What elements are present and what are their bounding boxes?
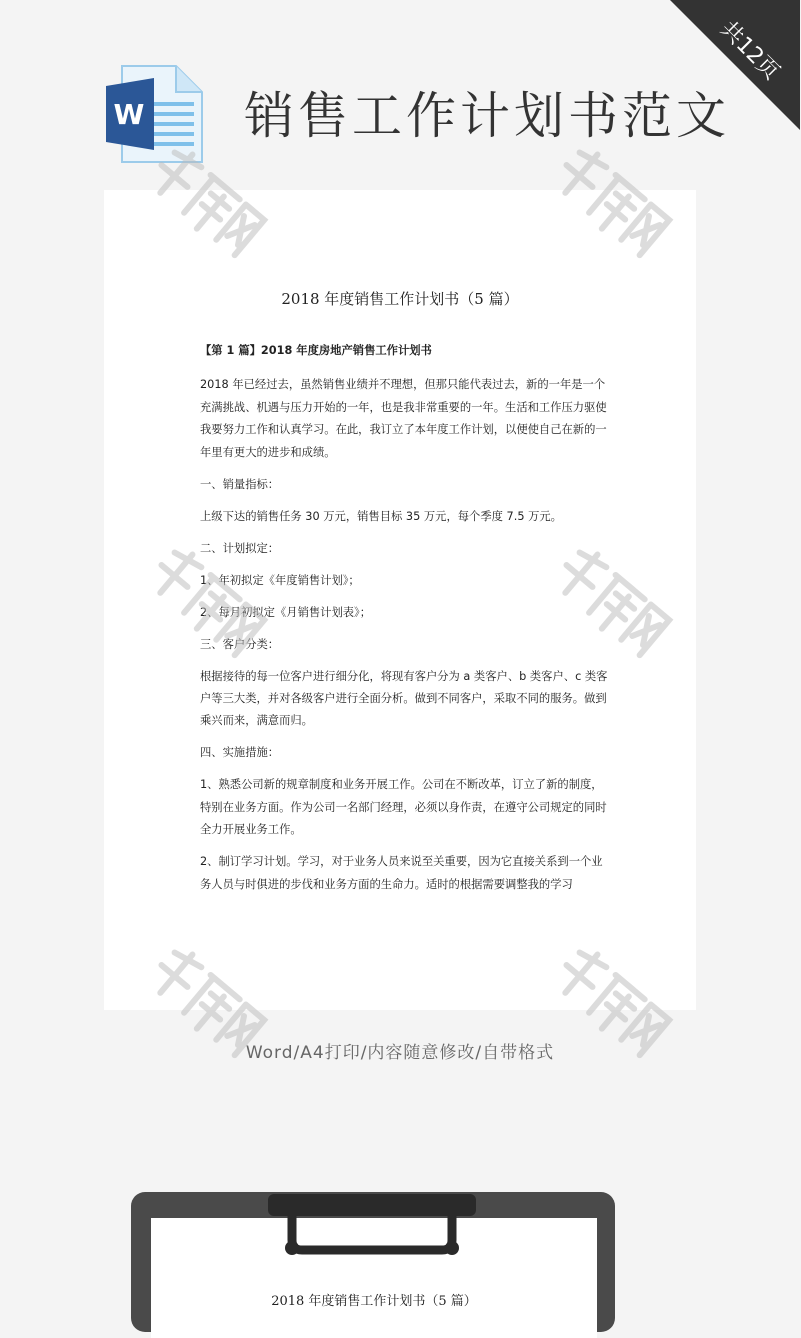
- paragraph-plan-2: 2、每月初拟定《月销售计划表》；: [200, 605, 371, 619]
- paragraph-measure-1: 1、熟悉公司新的规章制度和业务开展工作。公司在不断改革，订立了新的制度，特别在业务方面。作为公司一名部门经理，必须以身作责，在遵守公司规定的同时全力开展业务工作。: [200, 778, 607, 837]
- document-preview-page: [104, 190, 696, 1010]
- page-count-label: 共12页: [715, 16, 784, 86]
- paragraph-heading-customers: 三、客户分类：: [200, 637, 280, 651]
- paragraph-intro: 2018 年已经过去，虽然销售业绩并不理想，但那只能代表过去，新的一年是一个充满挑战、机遇与压力开始的一年，也是我非常重要的一年。生活和工作压力驱使我要努力工作和认真学习。在此，我订立了本年度工作计划，以便使自己在新的一年里有更大的进步和成绩。: [200, 378, 607, 459]
- section-heading: 【第 1 篇】2018 年度房地产销售工作计划书: [200, 344, 432, 357]
- paragraph-heading-plan: 二、计划拟定：: [200, 541, 280, 555]
- page-title: 销售工作计划书范文: [244, 87, 730, 145]
- paragraph-customers: 根据接待的每一位客户进行细分化，将现有客户分为 a 类客户、b 类客户、c 类客户等三大类，并对各级客户进行全面分析。做到不同客户，采取不同的服务。做到乘兴而来，满意而归。: [200, 669, 608, 728]
- clipboard-clip-icon: [262, 1192, 482, 1262]
- paragraph-sales-target: 上级下达的销售任务 30 万元，销售目标 35 万元，每个季度 7.5 万元。: [200, 509, 562, 523]
- clipboard-document-title: 2018 年度销售工作计划书（5 篇）: [271, 1294, 477, 1309]
- paragraph-heading-sales-target: 一、销量指标：: [200, 477, 280, 491]
- document-body: [200, 340, 608, 906]
- document-title: 2018 年度销售工作计划书（5 篇）: [281, 290, 519, 308]
- paragraph-heading-measures: 四、实施措施：: [200, 746, 280, 760]
- word-icon-letter: W: [113, 98, 145, 131]
- paragraph-measure-2: 2、制订学习计划。学习，对于业务人员来说至关重要，因为它直接关系到一个业务人员与时俱进的步伐和业务方面的生命力。适时的根据需要调整我的学习: [200, 855, 603, 891]
- features-caption: Word/A4打印/内容随意修改/自带格式: [245, 1043, 555, 1063]
- paragraph-plan-1: 1、年初拟定《年度销售计划》；: [200, 573, 360, 587]
- word-document-icon: [104, 64, 204, 164]
